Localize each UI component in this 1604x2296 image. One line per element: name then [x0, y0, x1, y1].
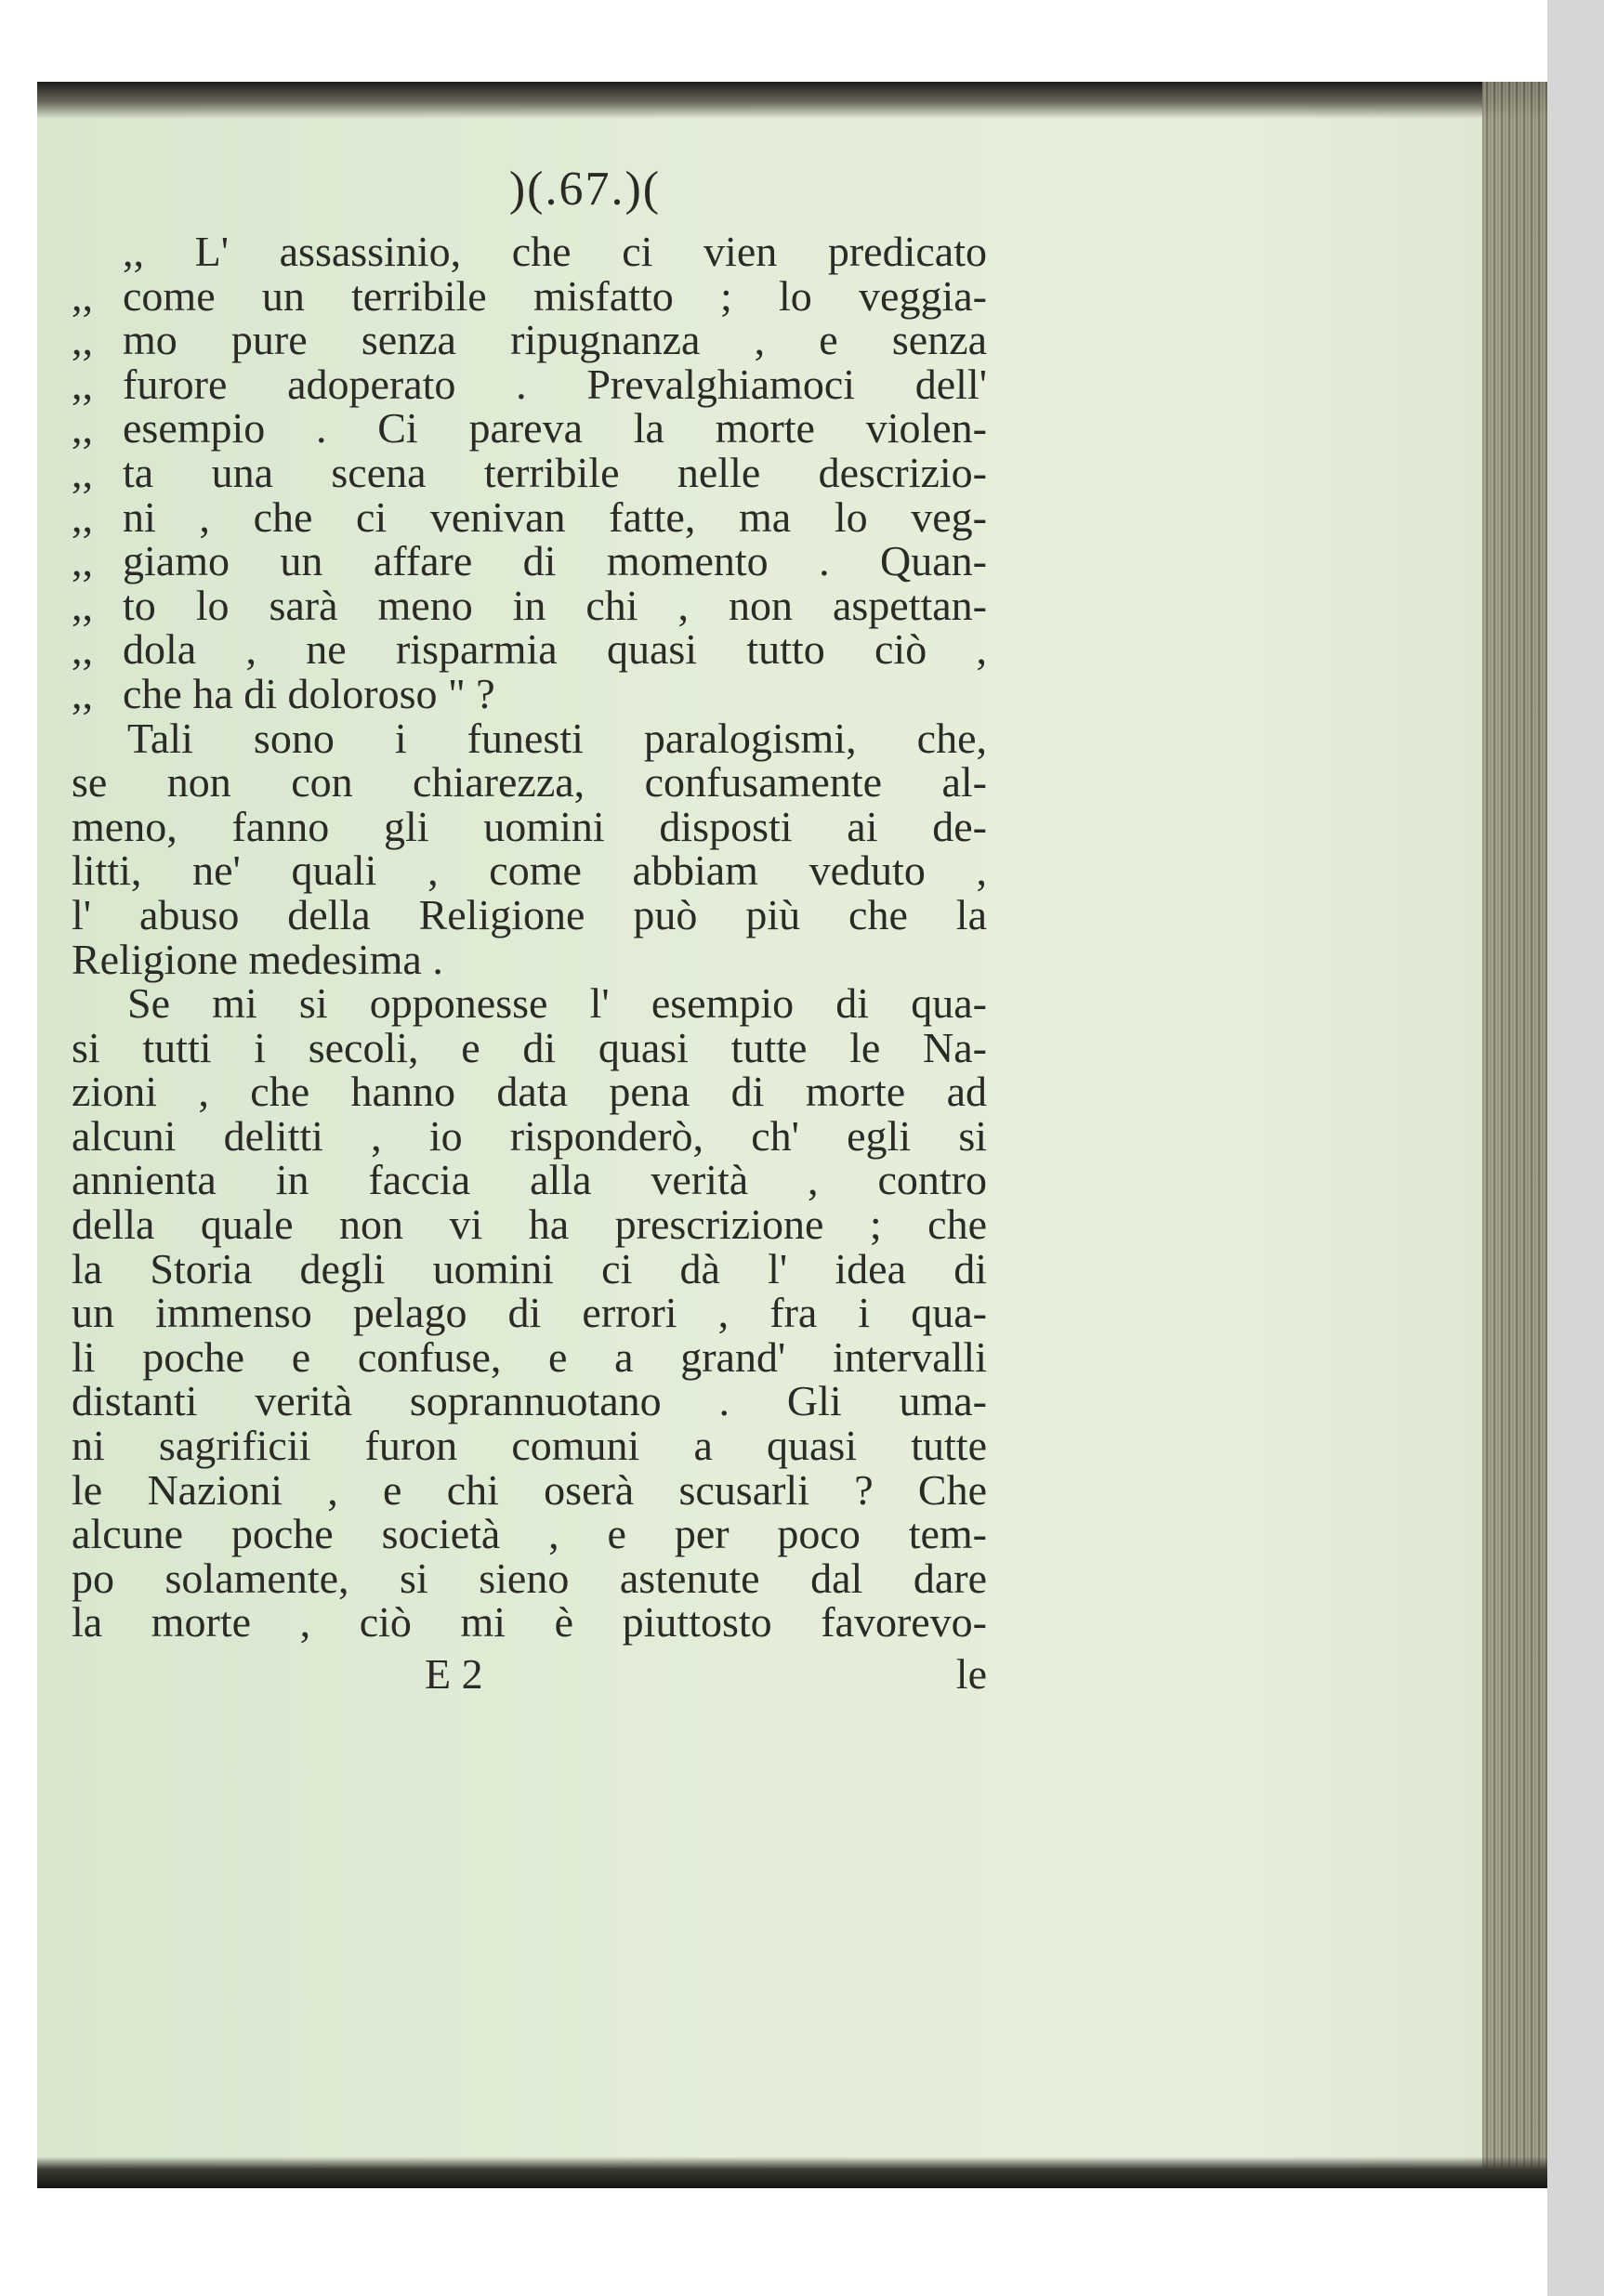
- quote-line: ,, ta una scena terribile nelle descrizio-: [72, 448, 987, 496]
- quote-line: ,, esempio . Ci pareva la morte violen-: [72, 404, 987, 453]
- text-line: l' abuso della Religione può più che la: [72, 890, 987, 938]
- text-line: se non con chiarezza, confusamente al-: [72, 758, 987, 807]
- paragraph-2: [72, 981, 987, 1645]
- quote-line: ,, mo pure senza ripugnanza , e senza: [72, 316, 987, 364]
- book-fore-edge: [1482, 82, 1547, 2188]
- text-line: Se mi si opponesse l' esempio di qua-: [127, 979, 987, 1028]
- quote-line: ,, dola , ne risparmia quasi tutto ciò ,: [72, 625, 987, 674]
- text-line: litti, ne' quali , come abbiam veduto ,: [72, 846, 987, 895]
- text-line: si tutti i secoli, e di quasi tutte le Na-: [72, 1023, 987, 1071]
- text-line: zioni , che hanno data pena di morte ad: [72, 1068, 987, 1116]
- quote-line: ,, che ha di doloroso " ?: [72, 669, 495, 717]
- quote-block: [72, 230, 987, 716]
- text-line: la morte , ciò mi è piuttosto favorevo-: [72, 1598, 987, 1647]
- text-line: alcuni delitti , io risponderò, ch' egli si: [72, 1111, 987, 1160]
- quote-line: ,, to lo sarà meno in chi , non aspettan-: [72, 581, 987, 629]
- page-text: [72, 153, 987, 1702]
- page-header: )(.67.)(: [508, 163, 662, 216]
- text-line: le Nazioni , e chi oserà scusarli ? Che: [72, 1465, 987, 1514]
- text-line: la Storia degli uomini ci dà l' idea di: [72, 1244, 987, 1292]
- page-top-shadow: [37, 82, 1547, 119]
- quote-line: ,, come un terribile misfatto ; lo veggia-: [72, 271, 987, 320]
- text-line: Religione medesima .: [72, 935, 443, 983]
- text-line: po solamente, si sieno astenute dal dare: [72, 1554, 987, 1602]
- text-line: Tali sono i funesti paralogismi, che,: [127, 714, 987, 762]
- quote-line: ,, ni , che ci venivan fatte, ma lo veg-: [72, 492, 987, 541]
- text-line: li poche e confuse, e a grand' intervalli: [72, 1332, 987, 1381]
- text-line: meno, fanno gli uomini disposti ai de-: [72, 802, 987, 850]
- page-footer: [72, 1647, 987, 1702]
- text-line: distanti verità soprannuotano . Gli uma-: [72, 1377, 987, 1425]
- quote-line: ,, giamo un affare di momento . Quan-: [72, 537, 987, 585]
- quote-line: ,, furore adoperato . Prevalghiamoci dell': [72, 360, 987, 408]
- text-line: un immenso pelago di errori , fra i qua-: [72, 1289, 987, 1337]
- signature-mark: E 2: [425, 1650, 483, 1698]
- text-line: della quale non vi ha prescrizione ; che: [72, 1200, 987, 1249]
- text-line: annienta in faccia alla verità , contro: [72, 1156, 987, 1204]
- catchword: le: [955, 1650, 987, 1698]
- text-line: ni sagrificii furon comuni a quasi tutte: [72, 1422, 987, 1470]
- page-bottom-shadow: [37, 2157, 1547, 2188]
- quote-line: ,, L' assassinio, che ci vien predicato: [123, 228, 987, 275]
- text-line: alcune poche società , e per poco tem-: [72, 1510, 987, 1558]
- paragraph-1: [72, 716, 987, 982]
